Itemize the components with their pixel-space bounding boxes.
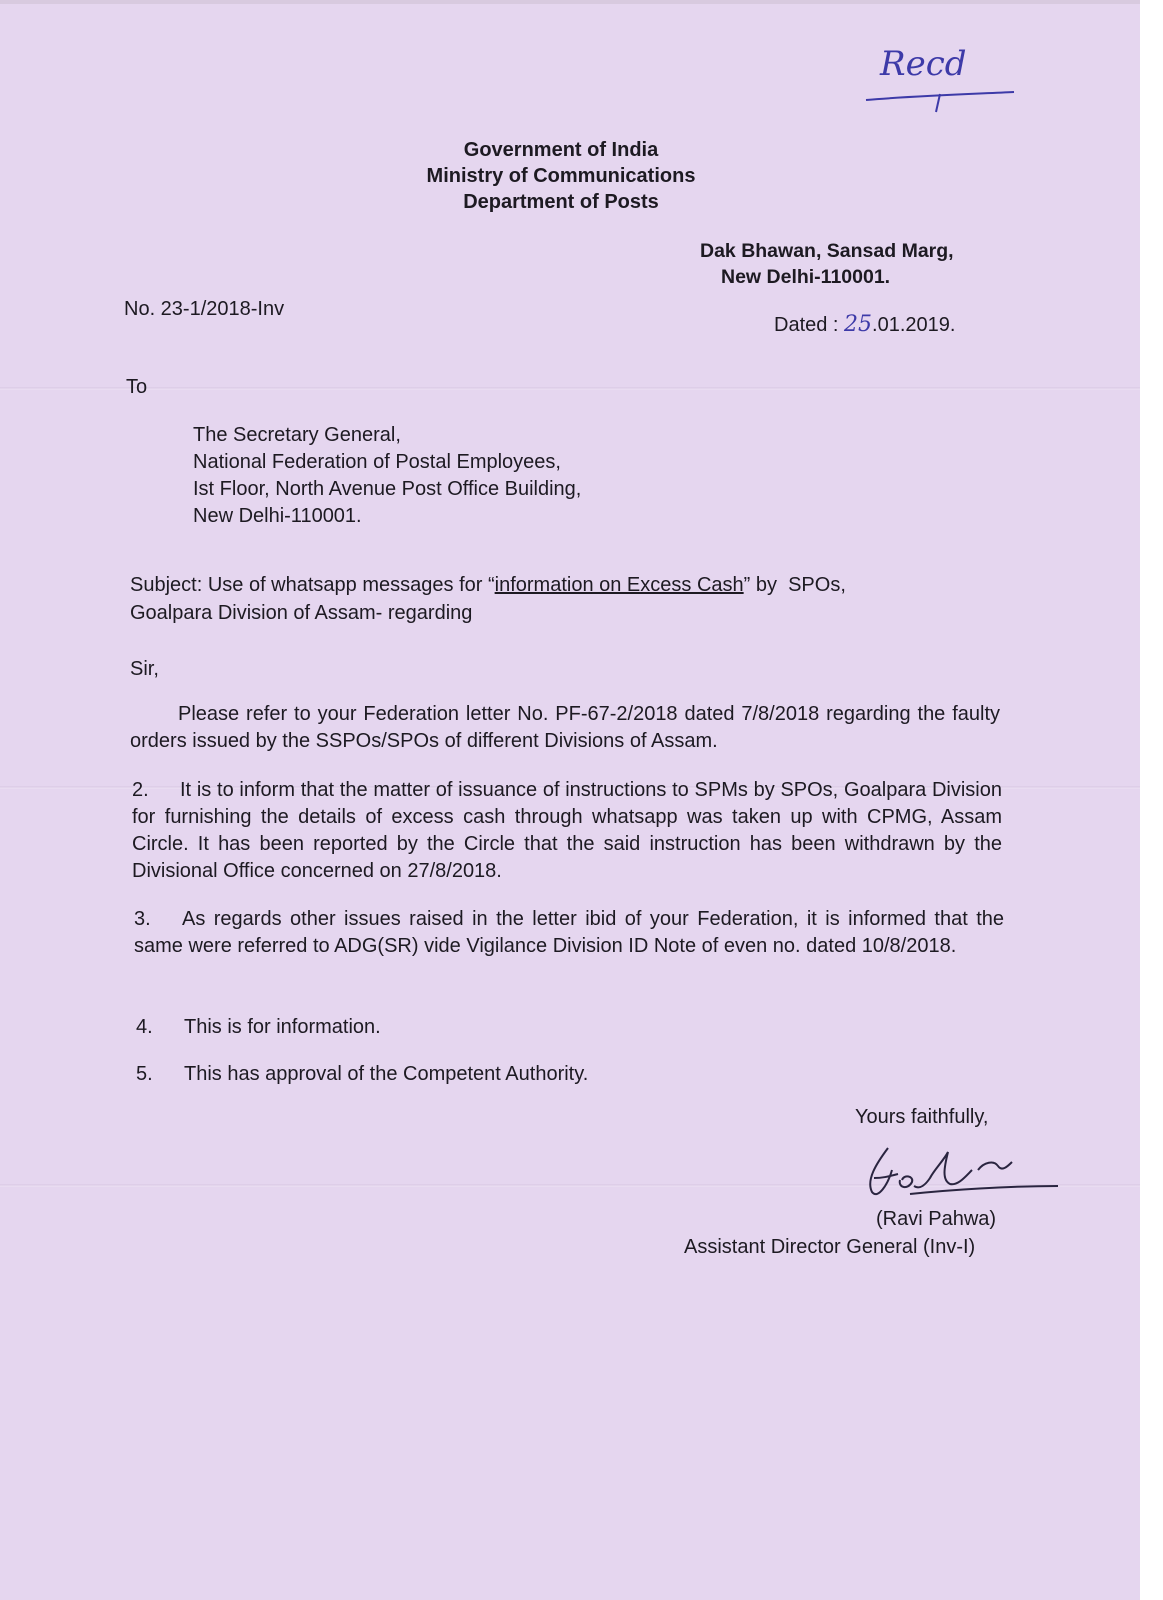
paragraph-1: Please refer to your Federation letter No. PF-67-2/2018 dated 7/8/2018 regarding the faulty orders issued by the SSPOs/SPOs of different Divisions of Assam.	[130, 703, 1000, 752]
signatory-designation: Assistant Director General (Inv-I)	[684, 1236, 976, 1258]
subject-suffix: ” by SPOs,	[743, 574, 846, 596]
reference-number: No. 23-1/2018-Inv	[124, 298, 285, 320]
letterhead	[388, 137, 734, 215]
date-label: Dated :	[774, 314, 839, 336]
sender-address-line2: New Delhi-110001.	[721, 266, 891, 288]
recipient-address	[193, 422, 581, 530]
paragraph-5	[136, 1061, 588, 1088]
recipient-line1: The Secretary General,	[193, 424, 401, 446]
recipient-line3: Ist Floor, North Avenue Post Office Building,	[193, 478, 582, 500]
to-label: To	[126, 376, 148, 398]
paragraph-2-text: It is to inform that the matter of issuance of instructions to SPMs by SPOs, Goalpara Division for furnishing the details of excess cash through whatsapp was taken up with CPMG, Assam Circle. It has been reported by the Circle that the said instruction has been withdrawn by the Divisional Office concerned on 27/8/2018.	[132, 779, 1002, 882]
paragraph-5-number: 5.	[136, 1063, 153, 1085]
paragraph-4	[136, 1014, 381, 1041]
letterhead-ministry: Ministry of Communications	[426, 165, 696, 187]
subject-line	[130, 572, 846, 599]
paragraph-3-text: As regards other issues raised in the letter ibid of your Federation, it is informed that the same were referred to ADG(SR) vide Vigilance Division ID Note of even no. dated 10/8/2018.	[134, 908, 1004, 957]
subject-underlined: information on Excess Cash	[494, 574, 744, 596]
paragraph-2	[132, 777, 1002, 885]
signature	[858, 1140, 1063, 1204]
paragraph-2-number: 2.	[132, 779, 149, 801]
letterhead-government: Government of India	[463, 139, 659, 161]
signatory-name: (Ravi Pahwa)	[876, 1208, 997, 1230]
paragraph-3-number: 3.	[134, 908, 151, 930]
date-month-year: .01.2019.	[872, 314, 956, 336]
subject-prefix: Subject: Use of whatsapp messages for “	[130, 574, 495, 596]
recipient-line2: National Federation of Postal Employees,	[193, 451, 561, 473]
letterhead-department: Department of Posts	[463, 191, 659, 213]
sender-address	[700, 238, 954, 290]
letter-date	[774, 311, 955, 339]
sender-address-line1: Dak Bhawan, Sansad Marg,	[700, 240, 954, 262]
date-day-handwritten: 25	[844, 312, 873, 337]
paragraph-3	[134, 906, 1004, 960]
paragraph-4-number: 4.	[136, 1016, 153, 1038]
paragraph-5-text: This has approval of the Competent Authority.	[184, 1063, 589, 1085]
subject-line2: Goalpara Division of Assam- regarding	[130, 602, 473, 624]
received-mark-underline	[862, 86, 1022, 116]
received-mark: Recd	[880, 44, 967, 84]
salutation: Sir,	[130, 658, 159, 680]
paragraph-4-text: This is for information.	[184, 1016, 381, 1038]
valediction: Yours faithfully,	[855, 1106, 989, 1128]
paper-fold-line	[0, 387, 1140, 390]
recipient-line4: New Delhi-110001.	[193, 505, 362, 527]
